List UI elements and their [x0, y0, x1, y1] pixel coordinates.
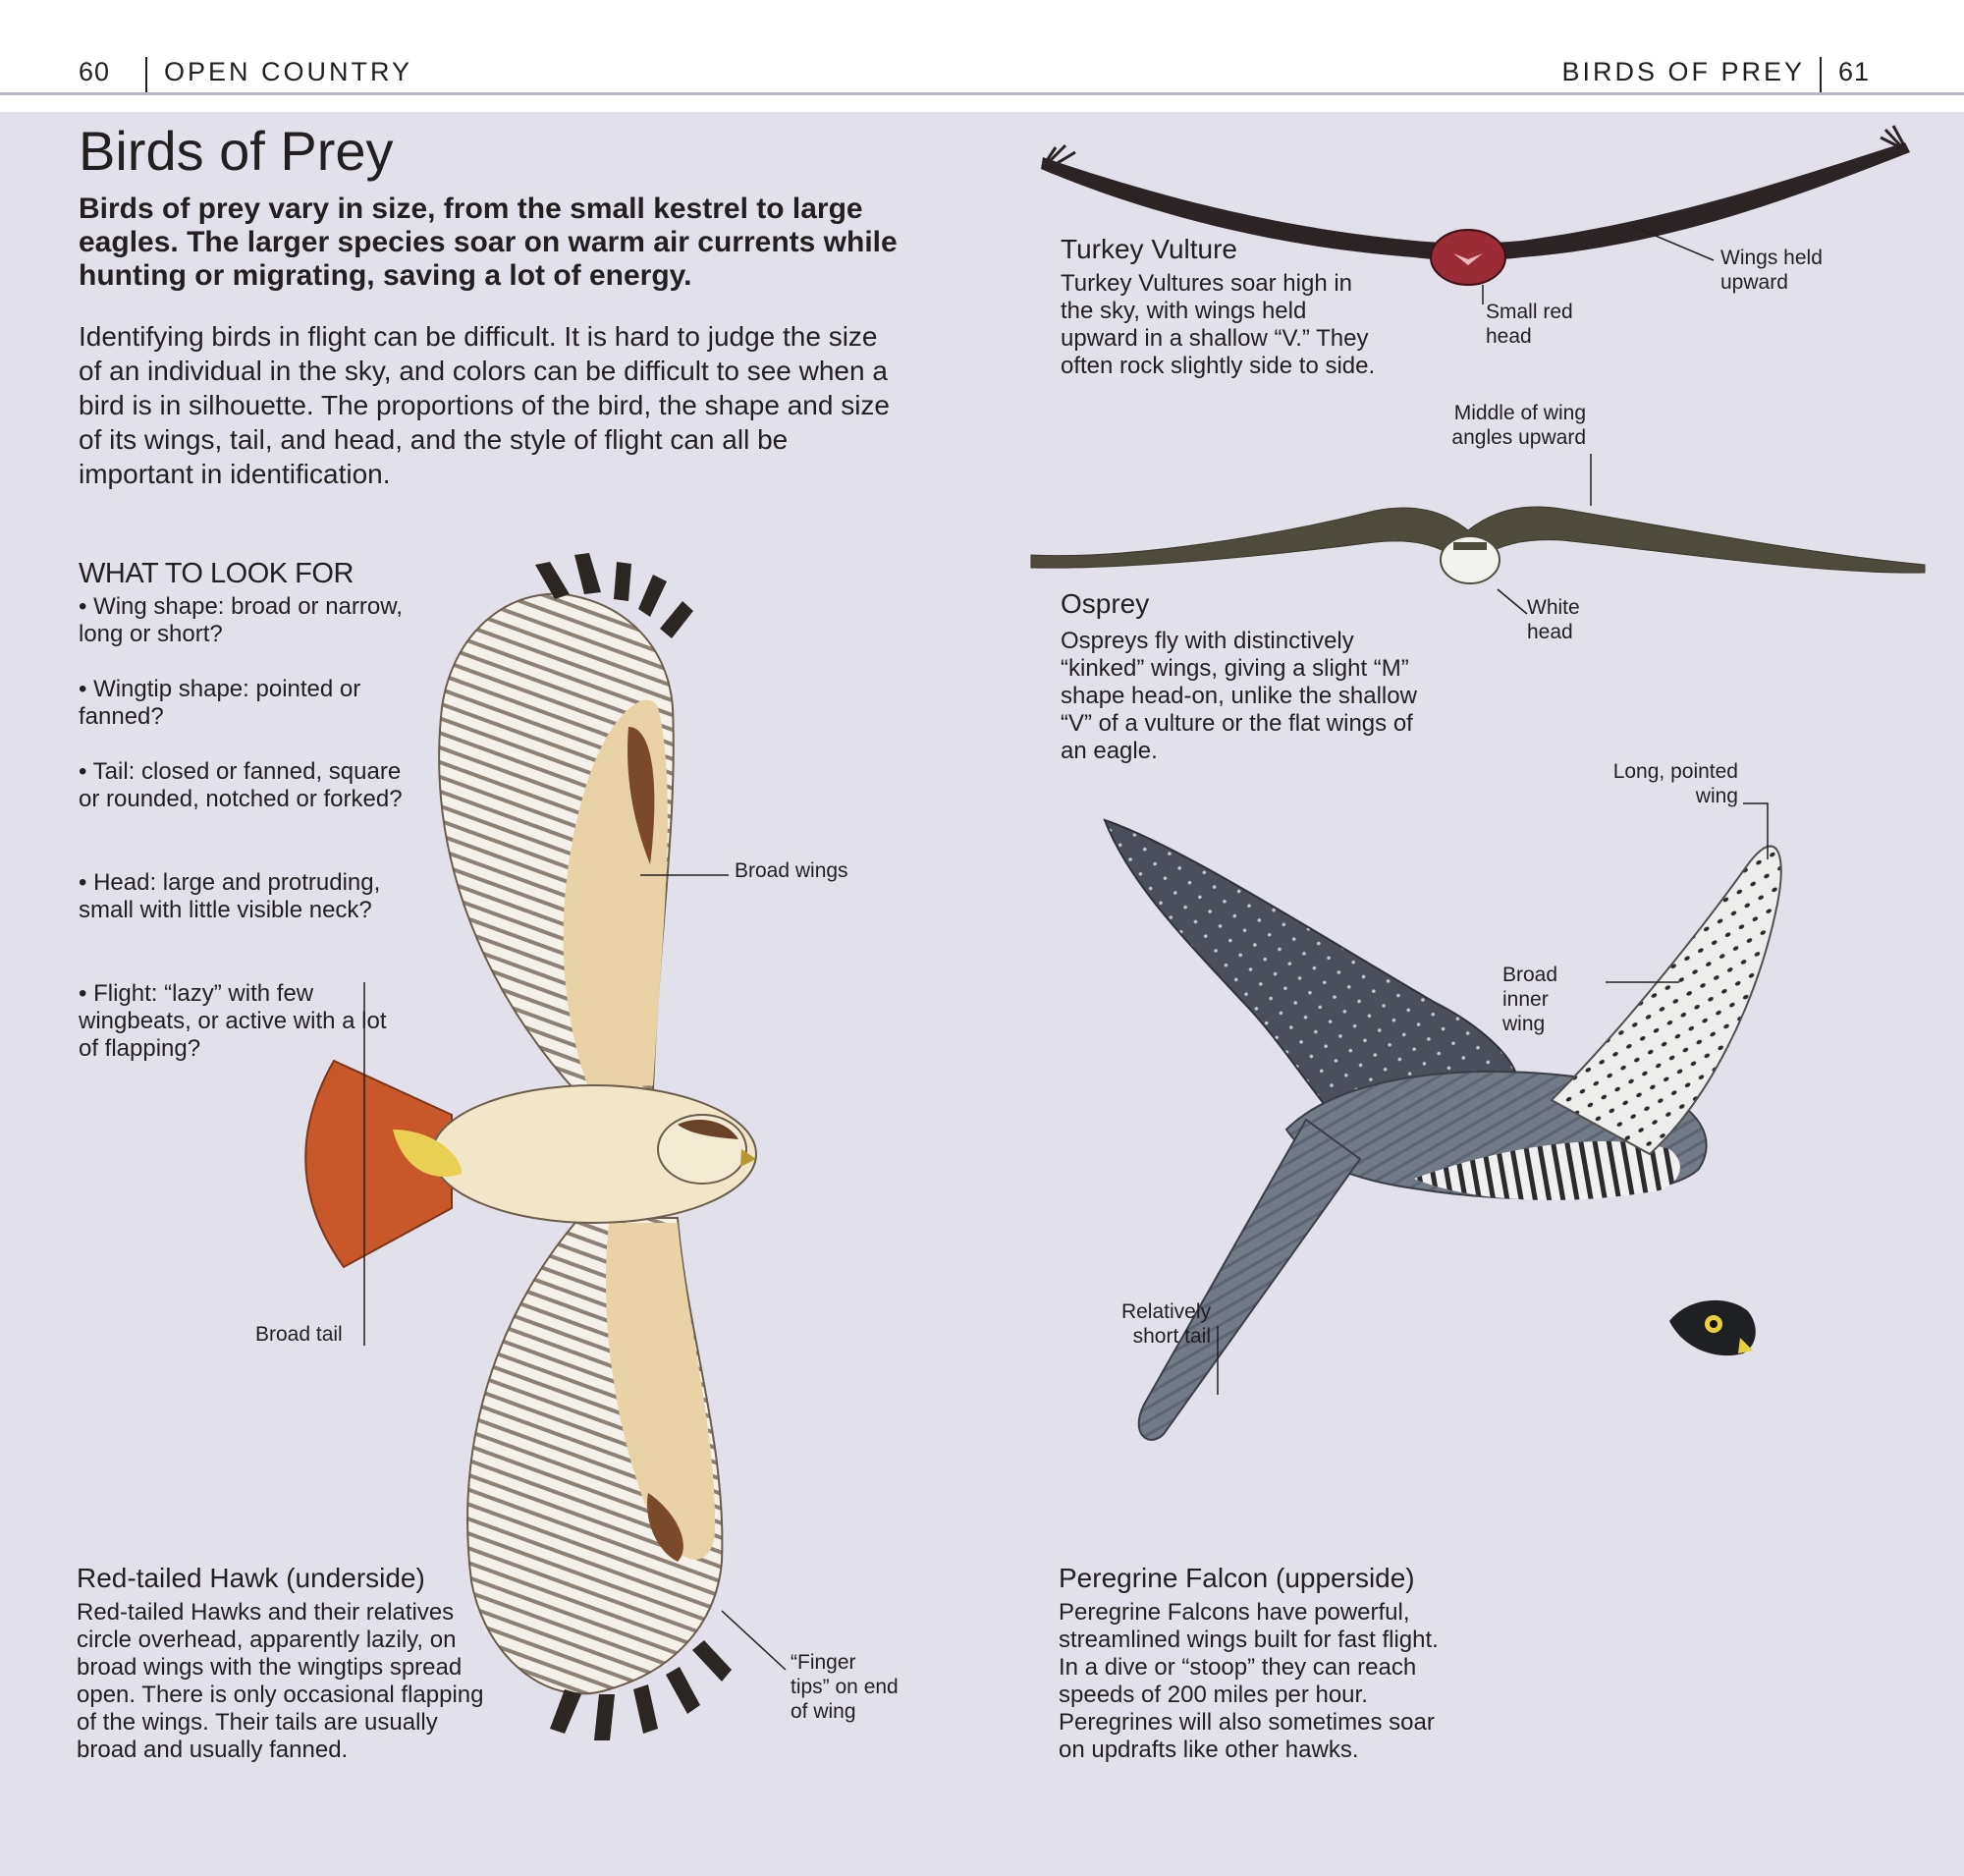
- checklist-item: • Head: large and protruding, small with little visible neck?: [79, 869, 381, 923]
- label-small-red-head: Small red head: [1486, 301, 1573, 348]
- right-page-number: 61: [1838, 57, 1871, 86]
- left-page-number: 60: [79, 57, 111, 86]
- left-running-head: OPEN COUNTRY: [164, 57, 413, 86]
- label-short-tail: Relatively short tail: [1120, 1300, 1211, 1348]
- checklist-item: • Tail: closed or fanned, square or rounded, notched or forked?: [79, 758, 403, 812]
- osprey-illustration: [1031, 507, 1925, 583]
- red-tailed-hawk-name: Red-tailed Hawk (underside): [77, 1563, 425, 1593]
- label-long-pointed-wing: Long, pointed wing: [1612, 760, 1738, 807]
- turkey-vulture-description: Turkey Vultures soar high in the sky, with wings held upward in a shallow “V.” They often rock slightly side to side.: [1061, 270, 1376, 379]
- osprey-name: Osprey: [1061, 588, 1150, 619]
- label-white-head: White head: [1527, 596, 1580, 643]
- label-finger-tips: “Finger tips” on end of wing: [791, 1651, 899, 1723]
- checklist-item: • Wing shape: broad or narrow, long or short?: [79, 593, 403, 647]
- label-broad-inner-wing: Broad inner wing: [1502, 964, 1558, 1035]
- what-to-look-for-heading: WHAT TO LOOK FOR: [79, 558, 354, 589]
- intro-paragraph: Identifying birds in flight can be difficult. It is hard to judge the size of an individual in the sky, and colors can be difficult to see when a bird is in silhouette. The proportions of the bird, the shape and size of its wings, tail, and head, and the style of flight can all be important in identification.: [79, 321, 890, 489]
- label-wings-held-upward: Wings held upward: [1720, 247, 1823, 294]
- lead-paragraph: Birds of prey vary in size, from the small kestrel to large eagles. The larger species soar on warm air currents while hunting or migrating, saving a lot of energy.: [79, 193, 898, 292]
- label-middle-of-wing: Middle of wing angles upward: [1451, 402, 1586, 449]
- checklist-item: • Flight: “lazy” with few wingbeats, or active with a lot of flapping?: [79, 980, 387, 1062]
- page-title: Birds of Prey: [79, 120, 394, 182]
- checklist-item: • Wingtip shape: pointed or fanned?: [79, 676, 361, 730]
- red-tailed-hawk-description: Red-tailed Hawks and their relatives circle overhead, apparently lazily, on broad wings with the wingtips spread open. There is only occasional flapping of the wings. Their tails are usually broad and usually fanned.: [77, 1599, 484, 1763]
- peregrine-falcon-description: Peregrine Falcons have powerful, streamlined wings built for fast flight. In a dive or “stoop” they can reach speeds of 200 miles per hour. Peregrines will also sometimes soar on updrafts like other hawks.: [1059, 1599, 1439, 1763]
- osprey-description: Ospreys fly with distinctively “kinked” wings, giving a slight “M” shape head-on, unlike the shallow “V” of a vulture or the flat wings of an eagle.: [1061, 628, 1417, 764]
- right-running-head: BIRDS OF PREY: [1561, 57, 1805, 86]
- label-broad-tail: Broad tail: [255, 1323, 343, 1346]
- peregrine-falcon-name: Peregrine Falcon (upperside): [1059, 1563, 1415, 1593]
- turkey-vulture-name: Turkey Vulture: [1061, 234, 1237, 264]
- label-broad-wings: Broad wings: [735, 859, 848, 882]
